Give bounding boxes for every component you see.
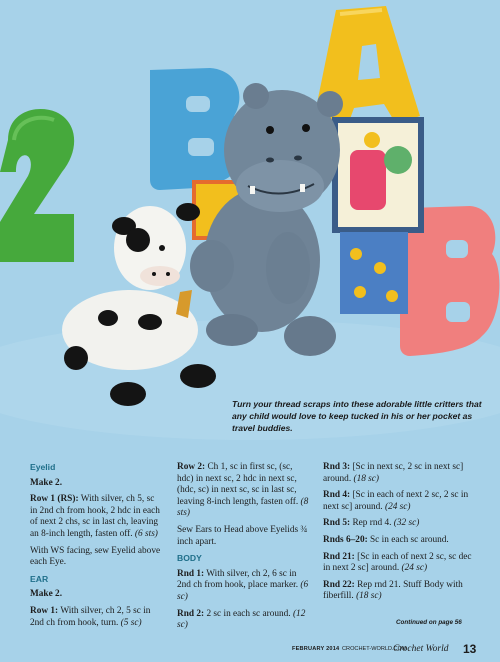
ear-row-2 <box>177 462 310 520</box>
row-text: With silver, ch 2, 5 sc in 2nd ch from hook, turn. <box>30 605 151 628</box>
stitch-count: (18 sc) <box>356 591 382 602</box>
website: CROCHET-WORLD.COM <box>342 646 407 652</box>
eyelid-make-count: Make 2. <box>30 477 63 488</box>
row-text: Ch 1, sc in first sc, (sc, hdc) in next sc, 2 hdc in next sc, (hdc, sc) in next sc, sc in last sc, leaving 8-inch length, fasten off. <box>177 462 299 507</box>
row-label: Rnd 2: <box>177 608 205 619</box>
column-1 <box>30 462 163 634</box>
issue-date: FEBRUARY 2014 <box>292 646 340 652</box>
continued-note: Continued on page 56 <box>396 619 462 626</box>
body-rnd-5 <box>323 518 473 530</box>
stitch-count: (12 sc) <box>177 608 306 631</box>
row-text: With silver, ch 2, 6 sc in 2nd ch from hook, place marker. <box>177 568 299 591</box>
row-text: Rep rnd 4. <box>352 518 392 529</box>
ear-heading: EAR <box>30 573 49 584</box>
row-label: Rnd 22: <box>323 579 355 590</box>
column-3 <box>323 462 473 608</box>
row-label: Rnds 6–20: <box>323 534 368 545</box>
body-rnd-1 <box>177 569 310 604</box>
page-footer <box>0 644 500 658</box>
page-number: 13 <box>463 642 477 656</box>
stitch-count: (32 sc) <box>393 518 420 529</box>
row-label: Row 1: <box>30 605 59 616</box>
row-text: Rep rnd 21. Stuff Body with fiberfill. <box>323 579 463 602</box>
eyelid-note: With WS facing, sew Eyelid above each Eye. <box>30 545 161 568</box>
sew-ears-note: Sew Ears to Head above Eyelids ¾ inch apart. <box>177 524 308 547</box>
body-rnd-4 <box>323 490 473 513</box>
stitch-count: (24 sc) <box>384 501 411 512</box>
stitch-count: (18 sc) <box>353 473 380 484</box>
row-text: [Sc in each of next 2 sc, sc dec in next 2 sc] around. <box>323 551 472 574</box>
row-label: Rnd 3: <box>323 462 351 472</box>
row-label: Row 1 (RS): <box>30 494 79 505</box>
stitch-count: (8 sts) <box>177 496 309 519</box>
row-text: Sc in each sc around. <box>370 534 449 545</box>
row-label: Rnd 4: <box>323 490 351 501</box>
ear-row-1 <box>30 606 163 629</box>
body-rnds-6-20 <box>323 535 473 547</box>
stitch-count: (24 sc) <box>401 563 428 574</box>
row-label: Row 2: <box>177 462 206 472</box>
row-label: Rnd 21: <box>323 551 355 562</box>
row-label: Rnd 1: <box>177 568 205 579</box>
body-rnd-3 <box>323 462 473 485</box>
column-2 <box>177 462 310 637</box>
magazine-name: Crochet World <box>393 644 449 654</box>
row-text: 2 sc in each sc around. <box>206 608 291 619</box>
body-rnd-21 <box>323 552 473 575</box>
body-rnd-2 <box>177 609 310 632</box>
row-text: [Sc in next sc, 2 sc in next sc] around. <box>323 462 464 484</box>
row-label: Rnd 5: <box>323 518 351 529</box>
row-text: With silver, ch 5, sc in 2nd ch from hook, 2 hdc in each of next 2 chs, sc in last ch, leaving an 8-inch length, fasten off. <box>30 494 160 539</box>
stitch-count: (5 sc) <box>120 617 142 628</box>
stitch-count: (6 sc) <box>177 580 309 602</box>
eyelid-heading: Eyelid <box>30 462 56 472</box>
body-rnd-22 <box>323 580 473 603</box>
photo-caption: Turn your thread scraps into these adorable little critters that any child would love to keep tucked in his or her pocket as travel buddies. <box>232 399 482 433</box>
ear-make-count: Make 2. <box>30 589 63 600</box>
body-heading: BODY <box>177 553 202 564</box>
eyelid-row-1 <box>30 494 163 540</box>
row-text: [Sc in each of next 2 sc, 2 sc in next sc] around. <box>323 490 469 512</box>
stitch-count: (6 sts) <box>134 528 158 539</box>
